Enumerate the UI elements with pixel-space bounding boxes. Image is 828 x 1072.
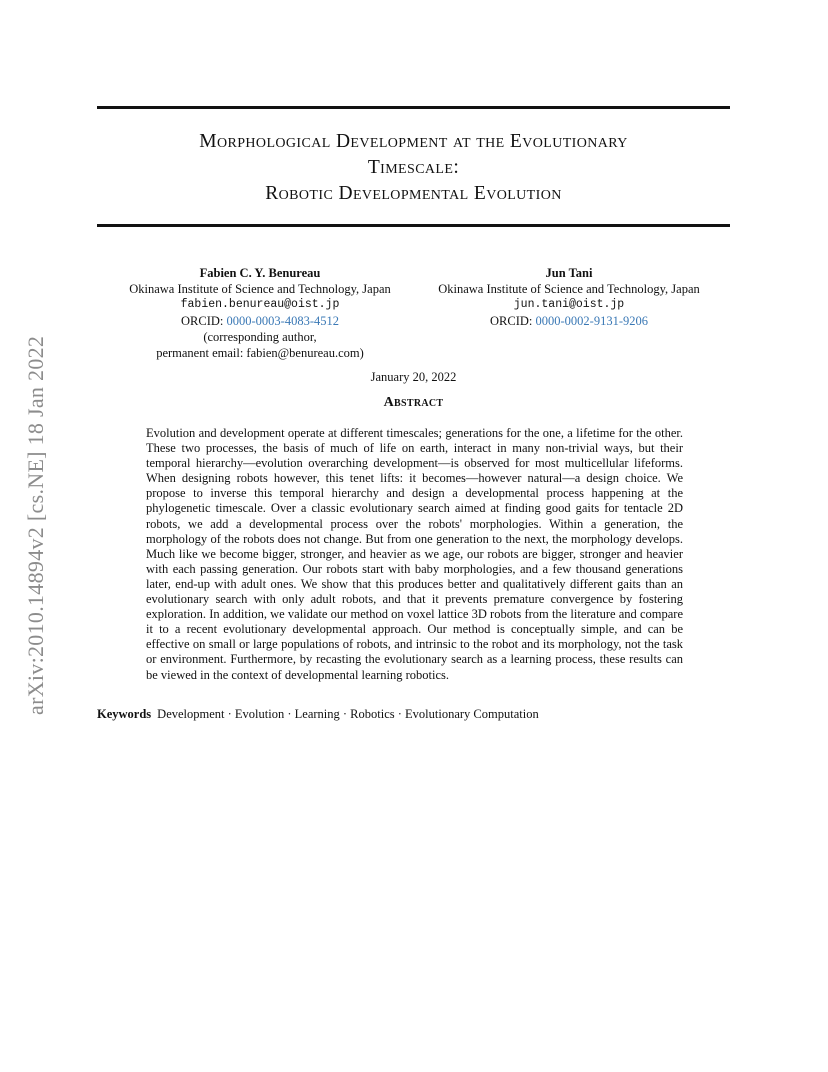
paper-title	[97, 129, 730, 207]
author-name: Fabien C. Y. Benureau	[199, 266, 321, 280]
title-line-1: Morphological Development at the Evolutionary	[199, 131, 628, 152]
abstract-text: Evolution and development operate at different timescales; generations for the one, a lifetime for the other. These two processes, the basis of much of life on earth, interact in many non-trivial ways, but their temporal hierarchy—evolution overarching development—is observed for most multicellular lifeforms. When designing robots however, this tenet lifts: it becomes—however natural—a design choice. We propose to inverse this temporal hierarchy and design a developmental process happening at the phylogenetic timescale. Over a classic evolutionary search aimed at finding good gaits for tentacle 2D robots, we add a developmental process over the robots' morphologies. Within a generation, the morphology of the robots does not change. But from one generation to the next, the morphology develops. Much like we become bigger, stronger, and heavier as we age, our robots are bigger, stronger and heavier with each passing generation. Our robots start with baby morphologies, and a few thousand generations later, end-up with adult ones. We show that this produces better and qualitatively different gaits than an evolutionary search with only adult robots, and that it prevents premature convergence by fostering exploration. In addition, we validate our method on voxel lattice 3D robots from the literature and compare it to a recent evolutionary developmental approach. Our method is conceptually simple, and can be effective on small or large populations of robots, and intrinsic to the robot and its morphology, not the task or environment. Furthermore, by recasting the evolutionary search as a learning process, these results can be viewed in the context of developmental learning robotics.	[146, 426, 683, 682]
author-affiliation: Okinawa Institute of Science and Technology, Japan	[438, 282, 700, 296]
author-note: (corresponding author,	[203, 330, 317, 344]
author-block-tani	[420, 265, 718, 329]
title-bottom-rule	[97, 224, 730, 227]
orcid-link[interactable]: 0000-0002-9131-9206	[535, 314, 648, 328]
author-affiliation: Okinawa Institute of Science and Technology, Japan	[129, 282, 391, 296]
arxiv-identifier-stamp: arXiv:2010.14894v2 [cs.NE] 18 Jan 2022	[23, 335, 48, 715]
author-email[interactable]: fabien.benureau@oist.jp	[180, 298, 340, 311]
abstract-heading: Abstract	[383, 395, 444, 410]
keywords-line	[97, 707, 730, 722]
title-top-rule	[97, 106, 730, 109]
author-orcid	[112, 313, 408, 329]
author-note: permanent email: fabien@benureau.com)	[156, 346, 364, 360]
keywords-label: Keywords	[97, 707, 152, 721]
author-orcid	[420, 313, 718, 329]
title-line-2: Timescale:	[367, 157, 460, 178]
author-block-benureau	[112, 265, 408, 361]
author-email[interactable]: jun.tani@oist.jp	[513, 298, 625, 311]
title-line-3: Robotic Developmental Evolution	[265, 183, 562, 204]
orcid-label: ORCID:	[490, 314, 536, 328]
orcid-link[interactable]: 0000-0003-4083-4512	[226, 314, 339, 328]
publication-date: January 20, 2022	[370, 370, 457, 384]
orcid-label: ORCID:	[181, 314, 227, 328]
author-name: Jun Tani	[545, 266, 593, 280]
keywords-list: Development · Evolution · Learning · Robotics · Evolutionary Computation	[157, 707, 539, 721]
